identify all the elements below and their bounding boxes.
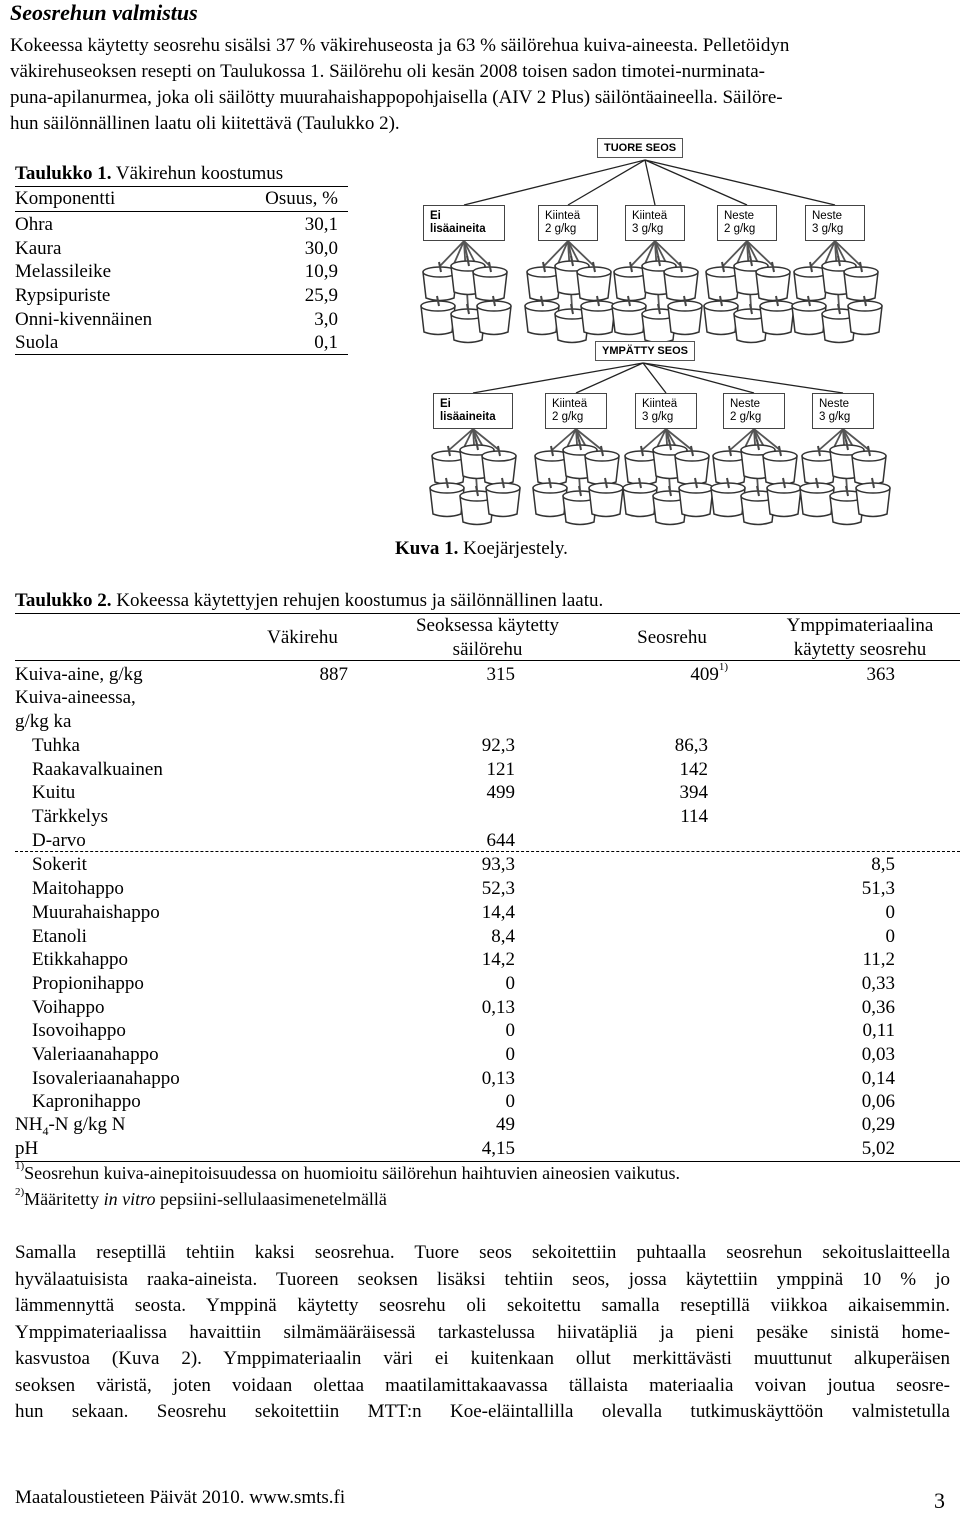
table2-cell — [455, 854, 515, 876]
table-row — [15, 1114, 960, 1138]
table1-cell: Onni-kivennäinen — [15, 309, 153, 330]
treatment-line: 3 g/kg — [642, 411, 674, 423]
table-row — [15, 309, 345, 333]
tree-branch-line — [643, 363, 666, 393]
table2-row-label-text: g/kg ka — [15, 711, 72, 732]
silo-icon — [679, 478, 713, 517]
table2-cell — [455, 1138, 515, 1160]
body-line: kasvustoa (Kuva 2). Ymppimateriaalin väri ei kuitenkaan ollut merkittävästi muuttunut alkuperäisen — [15, 1348, 950, 1369]
treatment-line: 3 g/kg — [812, 223, 844, 235]
table-row — [15, 214, 345, 238]
table-row — [15, 902, 960, 926]
table2-row-label — [15, 1114, 126, 1139]
table2-cell-sup: 1) — [718, 661, 728, 673]
treatment-line: 3 g/kg — [632, 223, 664, 235]
table2-bottom-rule — [15, 1161, 960, 1162]
table2-cell — [288, 664, 348, 686]
table2-row-label-text: Sokerit — [32, 854, 87, 875]
table2-cell-value: 315 — [486, 664, 515, 685]
intro-paragraph — [10, 33, 950, 137]
table-row — [15, 238, 345, 262]
table1-cell: 10,9 — [304, 261, 338, 282]
tree-branch-line — [568, 160, 645, 205]
table2-row-label-text: -N g/kg N — [48, 1114, 126, 1135]
table2-cell — [835, 1138, 895, 1160]
treatment-line: Neste — [724, 210, 755, 222]
treatment-line: Kiinteä — [552, 398, 588, 410]
table2-cell-value: 499 — [486, 782, 515, 803]
silo-icon — [675, 446, 709, 485]
intro-line: Kokeessa käytetty seosrehu sisälsi 37 % väkirehuseosta ja 63 % säilörehua kuiva-aineesta. Pelletöidyn — [10, 35, 790, 56]
table1-cell: 30,1 — [304, 214, 338, 235]
table2-cell-value: 394 — [679, 782, 708, 803]
table1-cell: 25,9 — [304, 285, 338, 306]
treatment-box — [625, 205, 685, 241]
table1-cell: Rypsipuriste — [15, 285, 111, 306]
table2-header-line: Ymppimateriaalina — [786, 615, 934, 636]
table2-cell — [455, 926, 515, 948]
treatment-box — [635, 393, 697, 429]
footnote-italic: in vitro — [103, 1189, 156, 1209]
silo-icon — [477, 296, 511, 335]
table2-cell — [455, 759, 515, 781]
table2-cell — [835, 1114, 895, 1136]
table-row — [15, 806, 960, 830]
treatment-box — [805, 205, 865, 241]
silo-icon — [852, 446, 886, 485]
table1-cell: 30,0 — [304, 238, 338, 259]
table2-row-label-text: Raakavalkuainen — [32, 759, 163, 780]
table2-row-label — [32, 997, 104, 1019]
table2-row-label — [32, 1091, 141, 1113]
body-line: seoksen väristä, joten voidaan olettaa maatilamittakaavassa tällaista materiaalia voivan joutua seosre- — [15, 1374, 950, 1396]
table2-cell-value: 363 — [866, 664, 895, 685]
table2-row-label — [32, 973, 144, 995]
table1-top-rule — [15, 186, 348, 187]
table2-cell-value: 92,3 — [481, 735, 515, 756]
table2-cell — [455, 949, 515, 971]
figure-caption-text: Koejärjestely. — [458, 538, 568, 559]
fresh-mix-label: TUORE SEOS — [597, 138, 683, 158]
table1-bottom-rule — [15, 354, 348, 355]
body-line: hyvälaatuisista raaka-aineista. Tuoreen seoksen lisäksi tehtiin seos, jossa käytettiin ymppinä 10 % jo — [15, 1268, 950, 1290]
silo-icon — [763, 446, 797, 485]
silo-icon — [848, 296, 882, 335]
table2-cell-value: 0,06 — [861, 1091, 895, 1112]
table2-row-label — [32, 830, 86, 852]
table-row — [15, 285, 345, 309]
table2-row-label — [32, 878, 124, 900]
table-row — [15, 997, 960, 1021]
treatment-line: 2 g/kg — [545, 223, 577, 235]
tree-branch-line — [643, 363, 754, 393]
table1-title-text: Väkirehun koostumus — [111, 163, 284, 184]
treatment-line: lisäaineita — [440, 411, 496, 423]
table2-cell-value: 5,02 — [861, 1138, 895, 1159]
silo-icon — [589, 478, 623, 517]
table2-cell-value: 8,5 — [871, 854, 895, 875]
table2-row-label — [15, 687, 136, 709]
body-line: lämmennyttä seosta. Ymppinä käytetty seosrehu oli sekoitettu samalla reseptillä viikkoa aikaisemmin. — [15, 1295, 950, 1316]
table2-header-tmr: Seosrehu — [637, 627, 707, 648]
table-row — [15, 949, 960, 973]
table2-row-label-text: Kuiva-aine, g/kg — [15, 664, 143, 685]
table-row — [15, 687, 960, 711]
table1-cell: 3,0 — [314, 309, 338, 330]
table2-cell-value: 0 — [505, 973, 515, 994]
silo-icon — [430, 478, 464, 517]
table2-row-label — [32, 926, 87, 948]
figure-label: Kuva 1. — [395, 538, 459, 559]
table2-footnote-2 — [15, 1186, 387, 1210]
silo-icon — [486, 478, 520, 517]
silo-icon — [525, 296, 559, 335]
treatment-line: lisäaineita — [430, 223, 486, 235]
table2-cell — [835, 949, 895, 971]
table2-cell — [455, 902, 515, 924]
treatment-line: 3 g/kg — [819, 411, 851, 423]
table2-cell-value: 0,29 — [861, 1114, 895, 1135]
treatment-line: Kiinteä — [632, 210, 668, 222]
treatment-line: Ei — [440, 398, 451, 410]
table2-row-label — [32, 782, 75, 804]
table-row — [15, 332, 345, 356]
table2-header-inoculum — [765, 614, 955, 662]
body-line: Samalla reseptillä tehtiin kaksi seosrehua. Tuore seos sekoitettiin puhtaalla seosrehun sekoituslaitteella — [15, 1242, 950, 1263]
table2-cell — [455, 1114, 515, 1136]
table2-cell-value: 0 — [505, 1044, 515, 1065]
table2-row-label — [32, 1020, 126, 1042]
table1-header-rule — [15, 211, 348, 212]
table2-row-label — [32, 1068, 180, 1090]
silo-icon — [760, 296, 794, 335]
silo-icon — [664, 262, 698, 301]
table2-cell — [648, 782, 708, 804]
table2-cell-value: 0 — [505, 1091, 515, 1112]
table2-cell-value: 86,3 — [674, 735, 708, 756]
treatment-line: 2 g/kg — [552, 411, 584, 423]
page-number: 3 — [934, 1488, 945, 1513]
table2-cell — [835, 878, 895, 900]
treatment-line: Kiinteä — [642, 398, 678, 410]
tree-branch-line — [643, 363, 843, 393]
table2-cell — [455, 1091, 515, 1113]
table2-cell — [455, 664, 515, 686]
table-row — [15, 973, 960, 997]
table2-cell-value: 887 — [319, 664, 348, 685]
silo-icon — [800, 478, 834, 517]
table2-cell-value: 14,4 — [481, 902, 515, 923]
table2-cell — [648, 661, 728, 686]
table2-cell — [835, 997, 895, 1019]
table2-header-line: Seoksessa käytetty — [415, 615, 559, 636]
table2-mid-rule — [15, 851, 960, 852]
treatment-box — [538, 205, 598, 241]
table2-cell-value: 4,15 — [481, 1138, 515, 1159]
figure-caption — [395, 538, 568, 560]
tree-branch-line — [473, 363, 643, 393]
table-row — [15, 759, 960, 783]
treatment-line: Neste — [812, 210, 843, 222]
tree-branch-line — [576, 363, 643, 393]
table-row — [15, 711, 960, 735]
table2-cell-value: 0,36 — [861, 997, 895, 1018]
table2-cell — [455, 735, 515, 757]
table2-cell-value: 0,11 — [862, 1020, 895, 1041]
table2-cell — [455, 997, 515, 1019]
table2-row-label — [32, 902, 160, 924]
footnote-marker: 1) — [15, 1160, 25, 1172]
table2-row-label-text: Valeriaanahappo — [32, 1044, 159, 1065]
silo-icon — [482, 446, 516, 485]
table2-cell-value: 114 — [680, 806, 708, 827]
footer-source: Maataloustieteen Päivät 2010. www.smts.fi — [15, 1487, 346, 1508]
table2-row-label-text: Kuiva-aineessa, — [15, 687, 136, 708]
table2-cell — [648, 759, 708, 781]
silo-icon — [581, 296, 615, 335]
table2-row-label-text: Propionihappo — [32, 973, 144, 994]
diagram-lines — [395, 130, 960, 530]
table2-header-line: käytetty seosrehu — [793, 639, 927, 660]
treatment-line: Neste — [730, 398, 761, 410]
treatment-box — [545, 393, 607, 429]
table1-header-component: Komponentti — [15, 188, 116, 209]
table2-cell — [455, 830, 515, 852]
table1-header-share: Osuus, % — [265, 188, 338, 209]
silo-icon — [533, 478, 567, 517]
tree-branch-line — [645, 160, 747, 205]
table2-cell-value: 0 — [885, 902, 895, 923]
silo-icon — [704, 296, 738, 335]
table2-row-label — [32, 806, 108, 828]
table2-row-label — [32, 854, 87, 876]
treatment-line: Kiinteä — [545, 210, 581, 222]
body-line: hun sekaan. Seosrehu sekoitettiin MTT:n Koe-eläintallilla olevalla tutkimuskäyttöön valmistetulla — [15, 1401, 950, 1422]
table-row — [15, 1044, 960, 1068]
tree-branch-line — [464, 160, 645, 205]
tree-branch-line — [645, 160, 835, 205]
table-row — [15, 1091, 960, 1115]
inoculated-mix-label: YMPÄTTY SEOS — [595, 341, 695, 361]
silo-icon — [792, 296, 826, 335]
table2-row-label-text: Tärkkelys — [32, 806, 108, 827]
silo-icon — [612, 296, 646, 335]
table2-row-label-sub: 4 — [42, 1123, 49, 1138]
silo-icon — [844, 262, 878, 301]
table2-cell — [648, 735, 708, 757]
table1-cell: 0,1 — [314, 332, 338, 353]
silo-icon — [623, 478, 657, 517]
table1-cell: Melassileike — [15, 261, 112, 282]
table2-cell-value: 8,4 — [491, 926, 515, 947]
tree-branch-line — [645, 160, 655, 205]
table2-row-label — [32, 1044, 159, 1066]
table2-cell-value: 0,13 — [481, 1068, 515, 1089]
table2-cell-value: 0,33 — [861, 973, 895, 994]
table2-title — [15, 590, 603, 612]
silo-icon — [668, 296, 702, 335]
table2-row-label-text: NH — [15, 1114, 43, 1135]
table2-cell — [835, 1091, 895, 1113]
table2-row-label-text: Muurahaishappo — [32, 902, 160, 923]
treatment-box — [433, 393, 513, 429]
table-row — [15, 854, 960, 878]
table-row — [15, 735, 960, 759]
table2-title-text: Kokeessa käytettyjen rehujen koostumus ja säilönnällinen laatu. — [111, 590, 604, 611]
table-row — [15, 261, 345, 285]
table2-cell-value: 0 — [505, 1020, 515, 1041]
table-row — [15, 878, 960, 902]
silo-icon — [473, 262, 507, 301]
silo-icon — [856, 478, 890, 517]
table2-cell — [455, 1020, 515, 1042]
table2-cell — [455, 878, 515, 900]
table2-header-line: säilörehu — [452, 639, 523, 660]
table2-row-label-text: D-arvo — [32, 830, 86, 851]
table1-label: Taulukko 1. — [15, 163, 112, 184]
silo-icon — [711, 478, 745, 517]
table2-cell — [455, 782, 515, 804]
body-paragraph — [15, 1240, 950, 1426]
table2-row-label-text: Etikkahappo — [32, 949, 129, 970]
table-row — [15, 1068, 960, 1092]
silo-icon — [585, 446, 619, 485]
table2-row-label — [32, 735, 80, 757]
table2-row-label — [15, 711, 71, 733]
table2-cell — [835, 1044, 895, 1066]
intro-line: väkirehuseoksen resepti on Taulukossa 1. Säilörehu oli kesän 2008 toisen sadon timotei-nurminata- — [10, 61, 765, 82]
treatment-box — [812, 393, 874, 429]
table2-cell — [455, 1044, 515, 1066]
table2-cell-value: 93,3 — [481, 854, 515, 875]
table2-cell — [835, 926, 895, 948]
silo-icon — [577, 262, 611, 301]
table2-row-label-text: Kuitu — [32, 782, 76, 803]
treatment-box — [717, 205, 777, 241]
experiment-diagram — [395, 130, 960, 530]
table2-cell — [835, 854, 895, 876]
table2-cell-value: 14,2 — [481, 949, 515, 970]
table2-cell — [835, 973, 895, 995]
table2-cell-value: 0 — [885, 926, 895, 947]
table2-cell-value: 121 — [486, 759, 515, 780]
table2-cell-value: 11,2 — [862, 949, 895, 970]
table2-row-label-text: Isovaleriaanahappo — [32, 1068, 180, 1089]
treatment-line: Neste — [819, 398, 850, 410]
treatment-line: 2 g/kg — [730, 411, 762, 423]
table-row — [15, 926, 960, 950]
silo-icon — [421, 296, 455, 335]
treatment-line: 2 g/kg — [724, 223, 756, 235]
treatment-box — [423, 205, 505, 241]
table2-row-label — [32, 949, 128, 971]
treatment-box — [723, 393, 785, 429]
silo-icon — [767, 478, 801, 517]
table2-cell-value: 52,3 — [481, 878, 515, 899]
table2-row-label-text: pH — [15, 1138, 39, 1159]
table2-cell — [455, 1068, 515, 1090]
table2-header-rule — [15, 660, 960, 661]
body-line: Ymppimateriaalissa havaittiin silmämääräisessä tarkastelussa hiivatäpliä ja pieni pesäke sinistä home- — [15, 1321, 950, 1343]
table2-cell-value: 644 — [486, 830, 515, 851]
table2-header-concentrate: Väkirehu — [267, 627, 338, 648]
table2-cell — [835, 664, 895, 686]
table1-title — [15, 163, 283, 185]
treatment-line: Ei — [430, 210, 441, 222]
table2-cell-value: 51,3 — [861, 878, 895, 899]
table2-row-label-text: Voihappo — [32, 997, 105, 1018]
table2-cell — [455, 973, 515, 995]
table2-row-label — [15, 1138, 38, 1160]
table2-cell — [835, 902, 895, 924]
table1-header — [15, 188, 345, 212]
footnote-marker: 2) — [15, 1186, 25, 1198]
table1-cell: Ohra — [15, 214, 53, 235]
table2-cell-value: 409 — [690, 664, 719, 685]
intro-line: hun säilönnällinen laatu oli kiitettävä (Taulukko 2). — [10, 113, 400, 134]
table2-row-label-text: Tuhka — [32, 735, 80, 756]
footnote-text: Seosrehun kuiva-ainepitoisuudessa on huomioitu säilörehun haihtuvien aineosien vaikutus. — [24, 1163, 681, 1183]
table1-cell: Suola — [15, 332, 59, 353]
table-row — [15, 1020, 960, 1044]
table2-row-label-text: Maitohappo — [32, 878, 124, 899]
table2-cell — [648, 806, 708, 828]
table2-cell-value: 0,14 — [861, 1068, 895, 1089]
table2-label: Taulukko 2. — [15, 590, 112, 611]
table-row — [15, 1138, 960, 1162]
table-row — [15, 661, 960, 688]
table2-row-label-text: Kapronihappo — [32, 1091, 141, 1112]
table1-cell: Kaura — [15, 238, 62, 259]
table2-cell-value: 0,03 — [861, 1044, 895, 1065]
table2-cell-value: 0,13 — [481, 997, 515, 1018]
table2-header-silage — [400, 614, 575, 662]
table2-row-label-text: Isovoihappo — [32, 1020, 126, 1041]
table2-cell-value: 142 — [679, 759, 708, 780]
section-title: Seosrehun valmistus — [10, 0, 198, 25]
table-row — [15, 782, 960, 806]
table2-footnote-1 — [15, 1160, 681, 1184]
footnote-text: pepsiini-sellulaasimenetelmällä — [155, 1189, 387, 1209]
footnote-text: Määritetty — [24, 1189, 104, 1209]
table2-cell — [835, 1068, 895, 1090]
silo-icon — [756, 262, 790, 301]
table2-row-label-text: Etanoli — [32, 926, 87, 947]
intro-line: puna-apilanurmea, joka oli säilötty muurahaishappopohjaisella (AIV 2 Plus) säilöntäaineella. Säilöre- — [10, 87, 783, 108]
table2-row-label — [32, 759, 163, 781]
table2-cell — [835, 1020, 895, 1042]
table2-row-label — [15, 664, 143, 686]
table2-cell-value: 49 — [496, 1114, 515, 1135]
